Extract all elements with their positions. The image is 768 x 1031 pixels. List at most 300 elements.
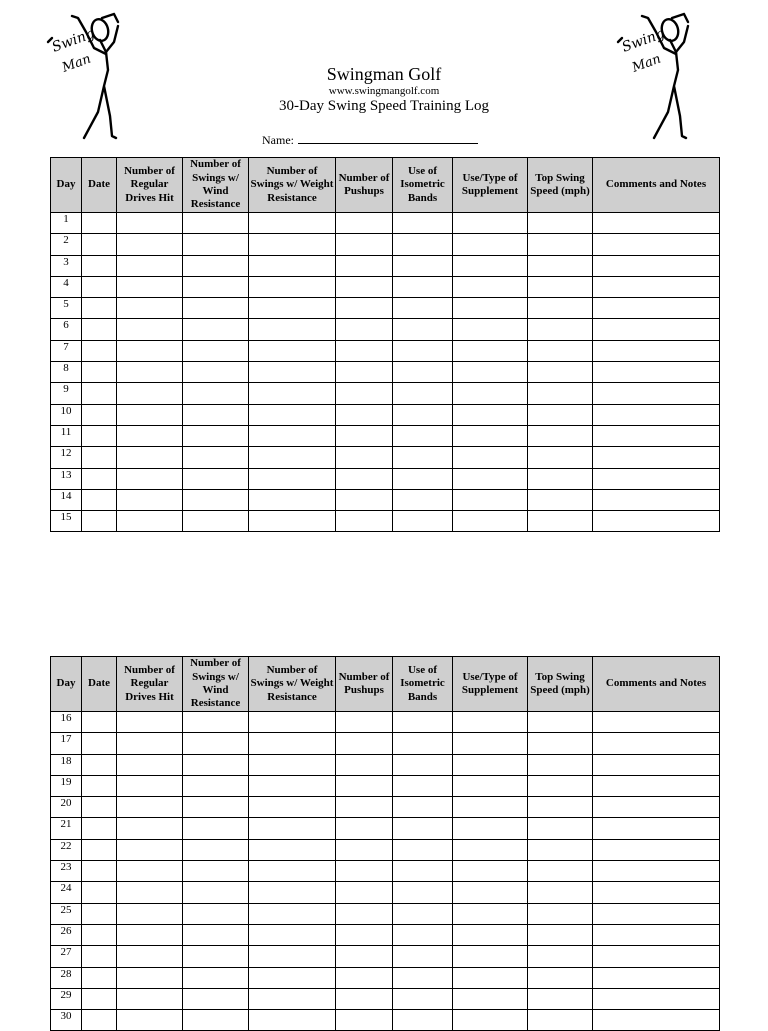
entry-cell-date[interactable]: [82, 255, 117, 276]
entry-cell-date[interactable]: [82, 511, 117, 532]
entry-cell-isometric-bands[interactable]: [393, 234, 453, 255]
entry-cell-comments[interactable]: [593, 967, 720, 988]
entry-cell-isometric-bands[interactable]: [393, 775, 453, 796]
entry-cell-top-swing-speed[interactable]: [528, 425, 593, 446]
entry-cell-weight-swings[interactable]: [249, 754, 336, 775]
entry-cell-date[interactable]: [82, 839, 117, 860]
entry-cell-top-swing-speed[interactable]: [528, 255, 593, 276]
entry-cell-weight-swings[interactable]: [249, 797, 336, 818]
table-row: [51, 404, 720, 425]
entry-cell-weight-swings[interactable]: [249, 340, 336, 361]
entry-cell-pushups[interactable]: [336, 1010, 393, 1031]
entry-cell-top-swing-speed[interactable]: [528, 511, 593, 532]
entry-cell-regular-drives[interactable]: [117, 967, 183, 988]
entry-cell-date[interactable]: [82, 861, 117, 882]
entry-cell-comments[interactable]: [593, 511, 720, 532]
entry-cell-isometric-bands[interactable]: [393, 754, 453, 775]
entry-cell-top-swing-speed[interactable]: [528, 340, 593, 361]
entry-cell-weight-swings[interactable]: [249, 818, 336, 839]
entry-cell-comments[interactable]: [593, 489, 720, 510]
entry-cell-top-swing-speed[interactable]: [528, 797, 593, 818]
entry-cell-wind-swings[interactable]: [183, 234, 249, 255]
entry-cell-regular-drives[interactable]: [117, 404, 183, 425]
entry-cell-isometric-bands[interactable]: [393, 298, 453, 319]
entry-cell-top-swing-speed[interactable]: [528, 882, 593, 903]
entry-cell-date[interactable]: [82, 213, 117, 234]
entry-cell-isometric-bands[interactable]: [393, 319, 453, 340]
entry-cell-isometric-bands[interactable]: [393, 362, 453, 383]
entry-cell-top-swing-speed[interactable]: [528, 775, 593, 796]
entry-cell-supplement[interactable]: [453, 861, 528, 882]
entry-cell-weight-swings[interactable]: [249, 733, 336, 754]
entry-cell-regular-drives[interactable]: [117, 447, 183, 468]
entry-cell-weight-swings[interactable]: [249, 1010, 336, 1031]
entry-cell-regular-drives[interactable]: [117, 882, 183, 903]
entry-cell-supplement[interactable]: [453, 946, 528, 967]
entry-cell-top-swing-speed[interactable]: [528, 362, 593, 383]
entry-cell-regular-drives[interactable]: [117, 234, 183, 255]
entry-cell-top-swing-speed[interactable]: [528, 298, 593, 319]
table-row: [51, 733, 720, 754]
entry-cell-date[interactable]: [82, 276, 117, 297]
entry-cell-pushups[interactable]: [336, 733, 393, 754]
entry-cell-wind-swings[interactable]: [183, 383, 249, 404]
entry-cell-pushups[interactable]: [336, 861, 393, 882]
entry-cell-regular-drives[interactable]: [117, 468, 183, 489]
entry-cell-date[interactable]: [82, 775, 117, 796]
entry-cell-wind-swings[interactable]: [183, 468, 249, 489]
entry-cell-top-swing-speed[interactable]: [528, 946, 593, 967]
entry-cell-regular-drives[interactable]: [117, 1010, 183, 1031]
entry-cell-wind-swings[interactable]: [183, 924, 249, 945]
entry-cell-wind-swings[interactable]: [183, 797, 249, 818]
table-row: [51, 383, 720, 404]
entry-cell-pushups[interactable]: [336, 319, 393, 340]
entry-cell-supplement[interactable]: [453, 967, 528, 988]
entry-cell-isometric-bands[interactable]: [393, 882, 453, 903]
entry-cell-isometric-bands[interactable]: [393, 797, 453, 818]
entry-cell-date[interactable]: [82, 733, 117, 754]
day-number: 17: [51, 733, 82, 754]
entry-cell-supplement[interactable]: [453, 511, 528, 532]
entry-cell-top-swing-speed[interactable]: [528, 818, 593, 839]
entry-cell-date[interactable]: [82, 1010, 117, 1031]
table-row: [51, 234, 720, 255]
entry-cell-date[interactable]: [82, 946, 117, 967]
entry-cell-supplement[interactable]: [453, 839, 528, 860]
table-row: [51, 468, 720, 489]
entry-cell-pushups[interactable]: [336, 340, 393, 361]
entry-cell-isometric-bands[interactable]: [393, 924, 453, 945]
entry-cell-weight-swings[interactable]: [249, 213, 336, 234]
entry-cell-date[interactable]: [82, 489, 117, 510]
entry-cell-wind-swings[interactable]: [183, 733, 249, 754]
entry-cell-wind-swings[interactable]: [183, 754, 249, 775]
entry-cell-pushups[interactable]: [336, 425, 393, 446]
entry-cell-pushups[interactable]: [336, 946, 393, 967]
day-number: 27: [51, 946, 82, 967]
table-row: [51, 319, 720, 340]
entry-cell-wind-swings[interactable]: [183, 255, 249, 276]
entry-cell-comments[interactable]: [593, 404, 720, 425]
entry-cell-comments[interactable]: [593, 988, 720, 1009]
entry-cell-regular-drives[interactable]: [117, 362, 183, 383]
entry-cell-pushups[interactable]: [336, 234, 393, 255]
entry-cell-comments[interactable]: [593, 1010, 720, 1031]
entry-cell-pushups[interactable]: [336, 712, 393, 733]
entry-cell-comments[interactable]: [593, 383, 720, 404]
entry-cell-pushups[interactable]: [336, 882, 393, 903]
entry-cell-top-swing-speed[interactable]: [528, 754, 593, 775]
entry-cell-wind-swings[interactable]: [183, 319, 249, 340]
entry-cell-regular-drives[interactable]: [117, 298, 183, 319]
entry-cell-supplement[interactable]: [453, 234, 528, 255]
entry-cell-top-swing-speed[interactable]: [528, 712, 593, 733]
entry-cell-supplement[interactable]: [453, 255, 528, 276]
entry-cell-weight-swings[interactable]: [249, 298, 336, 319]
entry-cell-regular-drives[interactable]: [117, 383, 183, 404]
entry-cell-wind-swings[interactable]: [183, 489, 249, 510]
entry-cell-isometric-bands[interactable]: [393, 340, 453, 361]
entry-cell-top-swing-speed[interactable]: [528, 468, 593, 489]
entry-cell-pushups[interactable]: [336, 255, 393, 276]
entry-cell-weight-swings[interactable]: [249, 383, 336, 404]
entry-cell-weight-swings[interactable]: [249, 447, 336, 468]
entry-cell-pushups[interactable]: [336, 988, 393, 1009]
entry-cell-date[interactable]: [82, 234, 117, 255]
entry-cell-weight-swings[interactable]: [249, 861, 336, 882]
day-number: 4: [51, 276, 82, 297]
entry-cell-weight-swings[interactable]: [249, 511, 336, 532]
day-number: 16: [51, 712, 82, 733]
entry-cell-comments[interactable]: [593, 234, 720, 255]
entry-cell-isometric-bands[interactable]: [393, 712, 453, 733]
name-label: Name:: [262, 133, 294, 147]
entry-cell-comments[interactable]: [593, 319, 720, 340]
entry-cell-weight-swings[interactable]: [249, 712, 336, 733]
entry-cell-regular-drives[interactable]: [117, 213, 183, 234]
entry-cell-regular-drives[interactable]: [117, 712, 183, 733]
entry-cell-pushups[interactable]: [336, 447, 393, 468]
entry-cell-top-swing-speed[interactable]: [528, 839, 593, 860]
entry-cell-weight-swings[interactable]: [249, 468, 336, 489]
entry-cell-top-swing-speed[interactable]: [528, 903, 593, 924]
column-header-top-swing-speed: Top Swing Speed (mph): [528, 657, 593, 712]
entry-cell-isometric-bands[interactable]: [393, 861, 453, 882]
entry-cell-supplement[interactable]: [453, 404, 528, 425]
day-number: 21: [51, 818, 82, 839]
entry-cell-supplement[interactable]: [453, 924, 528, 945]
entry-cell-regular-drives[interactable]: [117, 754, 183, 775]
entry-cell-wind-swings[interactable]: [183, 298, 249, 319]
entry-cell-supplement[interactable]: [453, 298, 528, 319]
entry-cell-isometric-bands[interactable]: [393, 447, 453, 468]
entry-cell-supplement[interactable]: [453, 213, 528, 234]
entry-cell-supplement[interactable]: [453, 882, 528, 903]
entry-cell-supplement[interactable]: [453, 1010, 528, 1031]
table-row: [51, 882, 720, 903]
entry-cell-regular-drives[interactable]: [117, 340, 183, 361]
entry-cell-comments[interactable]: [593, 733, 720, 754]
entry-cell-top-swing-speed[interactable]: [528, 404, 593, 425]
entry-cell-date[interactable]: [82, 425, 117, 446]
entry-cell-top-swing-speed[interactable]: [528, 447, 593, 468]
entry-cell-pushups[interactable]: [336, 213, 393, 234]
entry-cell-wind-swings[interactable]: [183, 404, 249, 425]
entry-cell-comments[interactable]: [593, 903, 720, 924]
entry-cell-comments[interactable]: [593, 839, 720, 860]
entry-cell-pushups[interactable]: [336, 276, 393, 297]
day-number: 9: [51, 383, 82, 404]
entry-cell-wind-swings[interactable]: [183, 818, 249, 839]
entry-cell-isometric-bands[interactable]: [393, 425, 453, 446]
entry-cell-wind-swings[interactable]: [183, 447, 249, 468]
column-header-supplement: Use/Type of Supplement: [453, 657, 528, 712]
column-header-regular-drives: Number of Regular Drives Hit: [117, 657, 183, 712]
entry-cell-weight-swings[interactable]: [249, 255, 336, 276]
entry-cell-comments[interactable]: [593, 425, 720, 446]
entry-cell-pushups[interactable]: [336, 797, 393, 818]
entry-cell-supplement[interactable]: [453, 754, 528, 775]
entry-cell-supplement[interactable]: [453, 447, 528, 468]
entry-cell-regular-drives[interactable]: [117, 946, 183, 967]
entry-cell-date[interactable]: [82, 468, 117, 489]
day-number: 7: [51, 340, 82, 361]
entry-cell-date[interactable]: [82, 383, 117, 404]
entry-cell-supplement[interactable]: [453, 903, 528, 924]
entry-cell-comments[interactable]: [593, 754, 720, 775]
entry-cell-comments[interactable]: [593, 468, 720, 489]
entry-cell-date[interactable]: [82, 447, 117, 468]
entry-cell-comments[interactable]: [593, 775, 720, 796]
column-header-date: Date: [82, 158, 117, 213]
entry-cell-isometric-bands[interactable]: [393, 1010, 453, 1031]
entry-cell-supplement[interactable]: [453, 468, 528, 489]
entry-cell-comments[interactable]: [593, 818, 720, 839]
entry-cell-regular-drives[interactable]: [117, 797, 183, 818]
entry-cell-date[interactable]: [82, 712, 117, 733]
table-row: [51, 362, 720, 383]
entry-cell-weight-swings[interactable]: [249, 839, 336, 860]
entry-cell-comments[interactable]: [593, 946, 720, 967]
entry-cell-regular-drives[interactable]: [117, 861, 183, 882]
entry-cell-pushups[interactable]: [336, 489, 393, 510]
entry-cell-weight-swings[interactable]: [249, 924, 336, 945]
entry-cell-date[interactable]: [82, 340, 117, 361]
entry-cell-supplement[interactable]: [453, 362, 528, 383]
entry-cell-wind-swings[interactable]: [183, 511, 249, 532]
entry-cell-comments[interactable]: [593, 255, 720, 276]
entry-cell-supplement[interactable]: [453, 319, 528, 340]
entry-cell-wind-swings[interactable]: [183, 213, 249, 234]
entry-cell-weight-swings[interactable]: [249, 276, 336, 297]
entry-cell-date[interactable]: [82, 404, 117, 425]
entry-cell-weight-swings[interactable]: [249, 319, 336, 340]
entry-cell-isometric-bands[interactable]: [393, 988, 453, 1009]
entry-cell-top-swing-speed[interactable]: [528, 319, 593, 340]
entry-cell-isometric-bands[interactable]: [393, 839, 453, 860]
entry-cell-wind-swings[interactable]: [183, 1010, 249, 1031]
entry-cell-regular-drives[interactable]: [117, 489, 183, 510]
entry-cell-isometric-bands[interactable]: [393, 468, 453, 489]
entry-cell-comments[interactable]: [593, 447, 720, 468]
entry-cell-wind-swings[interactable]: [183, 839, 249, 860]
entry-cell-isometric-bands[interactable]: [393, 489, 453, 510]
entry-cell-wind-swings[interactable]: [183, 276, 249, 297]
entry-cell-comments[interactable]: [593, 924, 720, 945]
entry-cell-pushups[interactable]: [336, 362, 393, 383]
entry-cell-date[interactable]: [82, 924, 117, 945]
entry-cell-top-swing-speed[interactable]: [528, 1010, 593, 1031]
name-input-line[interactable]: [298, 131, 478, 144]
entry-cell-isometric-bands[interactable]: [393, 383, 453, 404]
entry-cell-pushups[interactable]: [336, 468, 393, 489]
entry-cell-supplement[interactable]: [453, 425, 528, 446]
entry-cell-weight-swings[interactable]: [249, 988, 336, 1009]
entry-cell-comments[interactable]: [593, 298, 720, 319]
entry-cell-regular-drives[interactable]: [117, 924, 183, 945]
entry-cell-regular-drives[interactable]: [117, 903, 183, 924]
entry-cell-wind-swings[interactable]: [183, 988, 249, 1009]
entry-cell-wind-swings[interactable]: [183, 712, 249, 733]
entry-cell-date[interactable]: [82, 818, 117, 839]
entry-cell-weight-swings[interactable]: [249, 425, 336, 446]
entry-cell-wind-swings[interactable]: [183, 967, 249, 988]
entry-cell-regular-drives[interactable]: [117, 276, 183, 297]
entry-cell-regular-drives[interactable]: [117, 425, 183, 446]
entry-cell-date[interactable]: [82, 298, 117, 319]
entry-cell-top-swing-speed[interactable]: [528, 988, 593, 1009]
entry-cell-wind-swings[interactable]: [183, 946, 249, 967]
entry-cell-isometric-bands[interactable]: [393, 967, 453, 988]
entry-cell-top-swing-speed[interactable]: [528, 861, 593, 882]
entry-cell-comments[interactable]: [593, 861, 720, 882]
entry-cell-top-swing-speed[interactable]: [528, 383, 593, 404]
entry-cell-date[interactable]: [82, 754, 117, 775]
entry-cell-isometric-bands[interactable]: [393, 903, 453, 924]
column-header-date: Date: [82, 657, 117, 712]
entry-cell-comments[interactable]: [593, 712, 720, 733]
entry-cell-supplement[interactable]: [453, 276, 528, 297]
entry-cell-regular-drives[interactable]: [117, 733, 183, 754]
entry-cell-regular-drives[interactable]: [117, 255, 183, 276]
entry-cell-wind-swings[interactable]: [183, 882, 249, 903]
entry-cell-weight-swings[interactable]: [249, 775, 336, 796]
entry-cell-supplement[interactable]: [453, 797, 528, 818]
entry-cell-regular-drives[interactable]: [117, 775, 183, 796]
entry-cell-supplement[interactable]: [453, 712, 528, 733]
entry-cell-supplement[interactable]: [453, 340, 528, 361]
entry-cell-supplement[interactable]: [453, 383, 528, 404]
table-row: [51, 797, 720, 818]
entry-cell-wind-swings[interactable]: [183, 340, 249, 361]
entry-cell-pushups[interactable]: [336, 818, 393, 839]
entry-cell-top-swing-speed[interactable]: [528, 733, 593, 754]
entry-cell-regular-drives[interactable]: [117, 319, 183, 340]
entry-cell-pushups[interactable]: [336, 839, 393, 860]
entry-cell-top-swing-speed[interactable]: [528, 924, 593, 945]
entry-cell-pushups[interactable]: [336, 404, 393, 425]
column-header-isometric-bands: Use of Isometric Bands: [393, 657, 453, 712]
entry-cell-regular-drives[interactable]: [117, 511, 183, 532]
entry-cell-weight-swings[interactable]: [249, 903, 336, 924]
entry-cell-supplement[interactable]: [453, 489, 528, 510]
entry-cell-wind-swings[interactable]: [183, 362, 249, 383]
entry-cell-wind-swings[interactable]: [183, 425, 249, 446]
entry-cell-supplement[interactable]: [453, 775, 528, 796]
entry-cell-pushups[interactable]: [336, 775, 393, 796]
entry-cell-isometric-bands[interactable]: [393, 213, 453, 234]
entry-cell-comments[interactable]: [593, 340, 720, 361]
entry-cell-weight-swings[interactable]: [249, 404, 336, 425]
entry-cell-weight-swings[interactable]: [249, 946, 336, 967]
entry-cell-supplement[interactable]: [453, 818, 528, 839]
entry-cell-regular-drives[interactable]: [117, 839, 183, 860]
day-number: 28: [51, 967, 82, 988]
entry-cell-isometric-bands[interactable]: [393, 733, 453, 754]
entry-cell-comments[interactable]: [593, 362, 720, 383]
column-header-top-swing-speed: Top Swing Speed (mph): [528, 158, 593, 213]
entry-cell-weight-swings[interactable]: [249, 362, 336, 383]
entry-cell-pushups[interactable]: [336, 511, 393, 532]
entry-cell-isometric-bands[interactable]: [393, 818, 453, 839]
entry-cell-wind-swings[interactable]: [183, 775, 249, 796]
entry-cell-wind-swings[interactable]: [183, 861, 249, 882]
entry-cell-top-swing-speed[interactable]: [528, 489, 593, 510]
entry-cell-date[interactable]: [82, 988, 117, 1009]
entry-cell-weight-swings[interactable]: [249, 489, 336, 510]
entry-cell-weight-swings[interactable]: [249, 882, 336, 903]
entry-cell-comments[interactable]: [593, 797, 720, 818]
entry-cell-weight-swings[interactable]: [249, 967, 336, 988]
entry-cell-comments[interactable]: [593, 276, 720, 297]
table-row: [51, 276, 720, 297]
entry-cell-date[interactable]: [82, 797, 117, 818]
day-number: 14: [51, 489, 82, 510]
entry-cell-supplement[interactable]: [453, 733, 528, 754]
entry-cell-pushups[interactable]: [336, 967, 393, 988]
entry-cell-top-swing-speed[interactable]: [528, 234, 593, 255]
entry-cell-isometric-bands[interactable]: [393, 511, 453, 532]
entry-cell-date[interactable]: [82, 319, 117, 340]
day-number: 11: [51, 425, 82, 446]
entry-cell-comments[interactable]: [593, 213, 720, 234]
entry-cell-isometric-bands[interactable]: [393, 276, 453, 297]
entry-cell-isometric-bands[interactable]: [393, 404, 453, 425]
entry-cell-comments[interactable]: [593, 882, 720, 903]
entry-cell-isometric-bands[interactable]: [393, 946, 453, 967]
entry-cell-regular-drives[interactable]: [117, 988, 183, 1009]
entry-cell-supplement[interactable]: [453, 988, 528, 1009]
entry-cell-pushups[interactable]: [336, 903, 393, 924]
entry-cell-pushups[interactable]: [336, 924, 393, 945]
entry-cell-pushups[interactable]: [336, 298, 393, 319]
entry-cell-wind-swings[interactable]: [183, 903, 249, 924]
entry-cell-pushups[interactable]: [336, 383, 393, 404]
entry-cell-date[interactable]: [82, 362, 117, 383]
entry-cell-date[interactable]: [82, 903, 117, 924]
entry-cell-date[interactable]: [82, 882, 117, 903]
entry-cell-top-swing-speed[interactable]: [528, 213, 593, 234]
entry-cell-isometric-bands[interactable]: [393, 255, 453, 276]
entry-cell-weight-swings[interactable]: [249, 234, 336, 255]
entry-cell-top-swing-speed[interactable]: [528, 967, 593, 988]
entry-cell-date[interactable]: [82, 967, 117, 988]
entry-cell-top-swing-speed[interactable]: [528, 276, 593, 297]
column-header-comments: Comments and Notes: [593, 158, 720, 213]
entry-cell-regular-drives[interactable]: [117, 818, 183, 839]
entry-cell-pushups[interactable]: [336, 754, 393, 775]
